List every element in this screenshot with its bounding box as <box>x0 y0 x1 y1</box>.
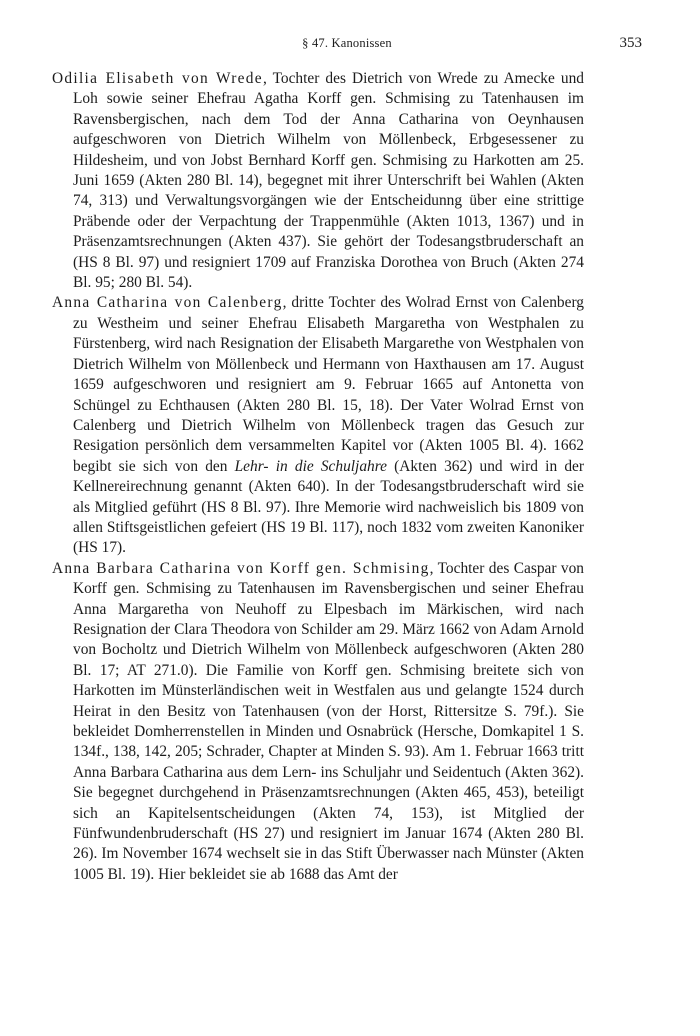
entry-name: Anna Barbara Catharina von Korff gen. Schmising <box>52 559 430 577</box>
entry-text-continued: (Akten 362) und wird in der Kellnereirechnung genannt (Akten 640). In der Todesangstbruderschaft wird sie als Mitglied geführt (HS 8 Bl. 97). Ihre Memorie wird nachweislich bis 1809 von allen Stiftsgeistlichen gefeiert (HS 19 Bl. 117), noch 1832 vom zweiten Kanoniker (HS 17). <box>73 457 584 557</box>
entry-name: Anna Catharina von Calenberg <box>52 294 283 312</box>
running-header <box>52 33 642 53</box>
entry-anna-barbara-catharina-von-korff <box>52 559 584 886</box>
entry-text: , Tochter des Dietrich von Wrede zu Amecke und Loh sowie seiner Ehefrau Agatha Korff gen. Schmising zu Tatenhausen im Ravensbergischen, nach dem Tod der Anna Catharina von Oeynhausen aufgeschworen von Dietrich Wilhelm von Möllenbeck, Erbgesessener zu Hildesheim, und von Jobst Bernhard Korff gen. Schmising zu Harkotten am 25. Juni 1659 (Akten 280 Bl. 14), begegnet mit ihrer Unterschrift bei Wahlen (Akten 74, 313) und Verwaltungsvorgängen wie der Entscheidunng über eine strittige Präbende oder der Verpachtung der Trappenmühle (Akten 1013, 1367) und in Präsenzamtsrechnungen (Akten 437). Sie gehört der Todesangstbruderschaft an (HS 8 Bl. 97) und resigniert 1709 auf Franziska Dorothea von Bruch (Akten 274 Bl. 95; 280 Bl. 54). <box>73 70 584 292</box>
entry-text: , dritte Tochter des Wolrad Ernst von Calenberg zu Westheim und seiner Ehefrau Elisabeth Margaretha von Westphalen zu Fürstenberg, wird nach Resignation der Elisabeth Margarethe von Westphalen von Dietrich Wilhelm von Möllenbeck und Hermann von Haxthausen am 17. August 1659 aufgeschworen und resigniert am 9. Februar 1665 auf Antonetta von Schüngel zu Echthausen (Akten 280 Bl. 15, 18). Der Vater Wolrad Ernst von Calenberg und Dietrich Wilhelm von Möllenbeck tragen das Gesuch zur Resigation persönlich dem versammelten Kapitel vor (Akten 1005 Bl. 4). 1662 begibt sie sich von den <box>73 294 584 475</box>
page-body <box>52 69 584 885</box>
entry-name: Odilia Elisabeth von Wrede <box>52 70 263 87</box>
page-number: 353 <box>619 35 642 51</box>
entry-italic-phrase: Lehr- in die Schuljahre <box>234 457 387 475</box>
entry-anna-catharina-von-calenberg <box>52 293 584 558</box>
entry-odilia-elisabeth-von-wrede <box>52 69 584 293</box>
entry-text: , Tochter des Caspar von Korff gen. Schmising zu Tatenhausen im Ravensbergischen und seiner Ehefrau Anna Margaretha von Neuhoff zu Elpesbach im Märkischen, wird nach Resignation der Clara Theodora von Schilder am 29. März 1662 von Adam Arnold von Bocholtz und Dietrich Wilhelm von Möllenbeck aufgeschworen (Akten 280 Bl. 17; AT 271.0). Die Familie von Korff gen. Schmising breitete sich von Harkotten im Münsterländischen weit in Westfalen aus und gelangte 1524 durch Heirat in den Besitz von Tatenhausen (von der Horst, Rittersitze S. 79f.). Sie bekleidet Domherrenstellen in Minden und Osnabrück (Hersche, Domkapitel 1 S. 134f., 138, 142, 205; Schrader, Chapter at Minden S. 93). Am 1. Februar 1663 tritt Anna Barbara Catharina aus dem Lern- ins Schuljahr und Seidentuch (Akten 362). Sie begegnet durchgehend in Präsenzamtsrechnungen (Akten 465, 453), beteiligt sich an Kapitelsentscheidungen (Akten 74, 153), ist Mitglied der Fünfwundenbruderschaft (HS 27) und resigniert im Januar 1674 (Akten 280 Bl. 26). Im November 1674 wechselt sie in das Stift Überwasser nach Münster (Akten 1005 Bl. 19). Hier bekleidet sie ab 1688 das Amt der <box>73 559 584 883</box>
running-title: § 47. Kanonissen <box>302 36 392 50</box>
